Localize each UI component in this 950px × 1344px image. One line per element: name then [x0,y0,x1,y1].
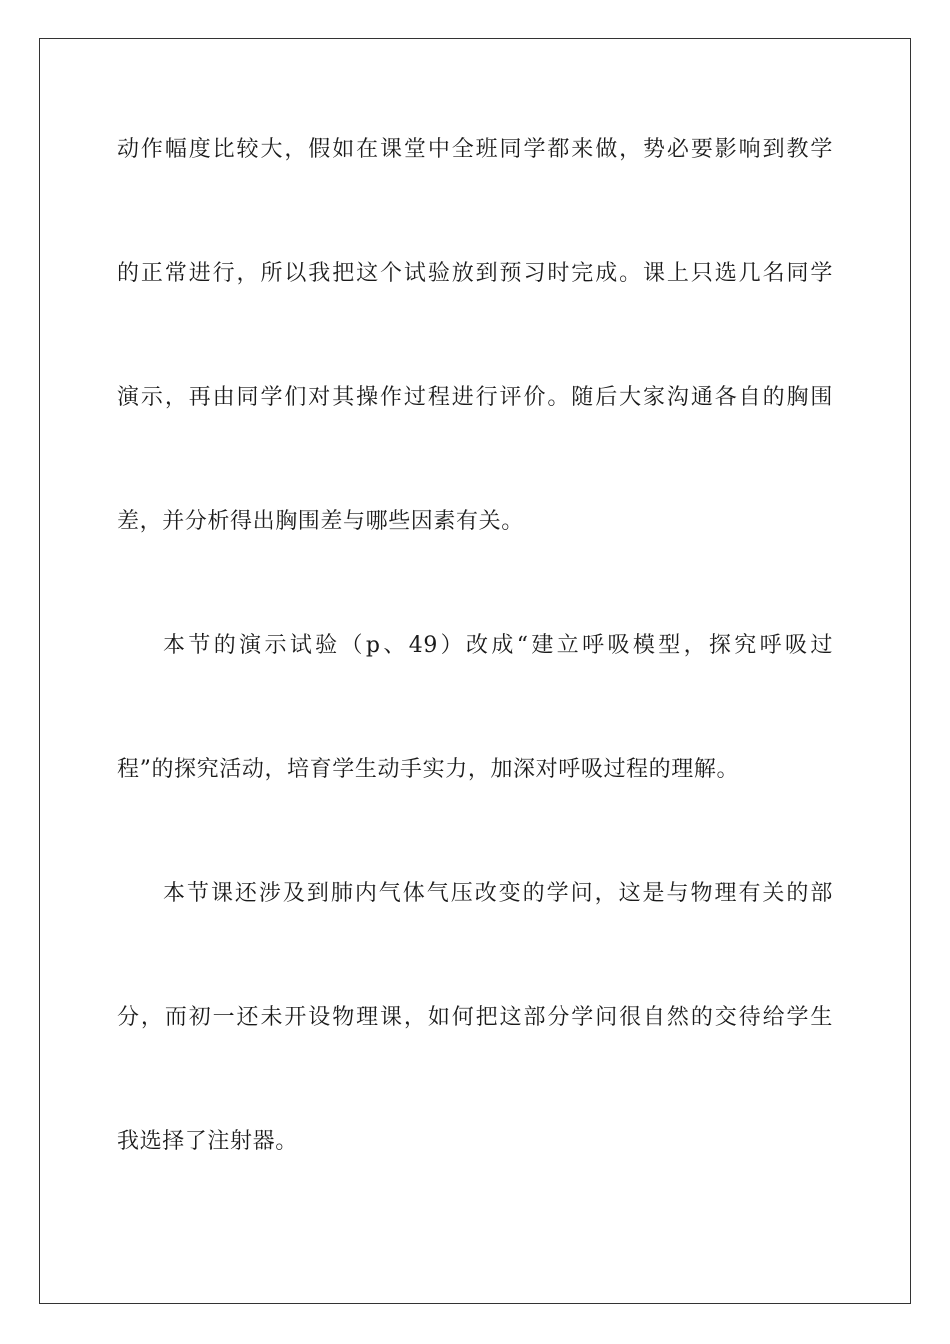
paragraph-1-line-4: 差，并分析得出胸围差与哪些因素有关。 [117,509,524,534]
paragraph-1-line-3: 演示，再由同学们对其操作过程进行评价。随后大家沟通各自的胸围 [117,385,833,410]
paragraph-2-line-2: 程”的探究活动，培育学生动手实力，加深对呼吸过程的理解。 [117,757,740,782]
paragraph-1-line-2: 的正常进行，所以我把这个试验放到预习时完成。课上只选几名同学 [117,261,833,286]
page-border [39,38,911,1304]
paragraph-3-line-3: 我选择了注射器。 [117,1129,298,1154]
paragraph-3-line-1: 本节课还涉及到肺内气体气压改变的学问，这是与物理有关的部 [163,881,833,906]
paragraph-1-line-1: 动作幅度比较大，假如在课堂中全班同学都来做，势必要影响到教学 [117,137,833,162]
paragraph-3-line-2: 分，而初一还未开设物理课，如何把这部分学问很自然的交待给学生 [117,1005,833,1030]
paragraph-2-line-1: 本节的演示试验（p、49）改成“建立呼吸模型，探究呼吸过 [163,633,833,658]
